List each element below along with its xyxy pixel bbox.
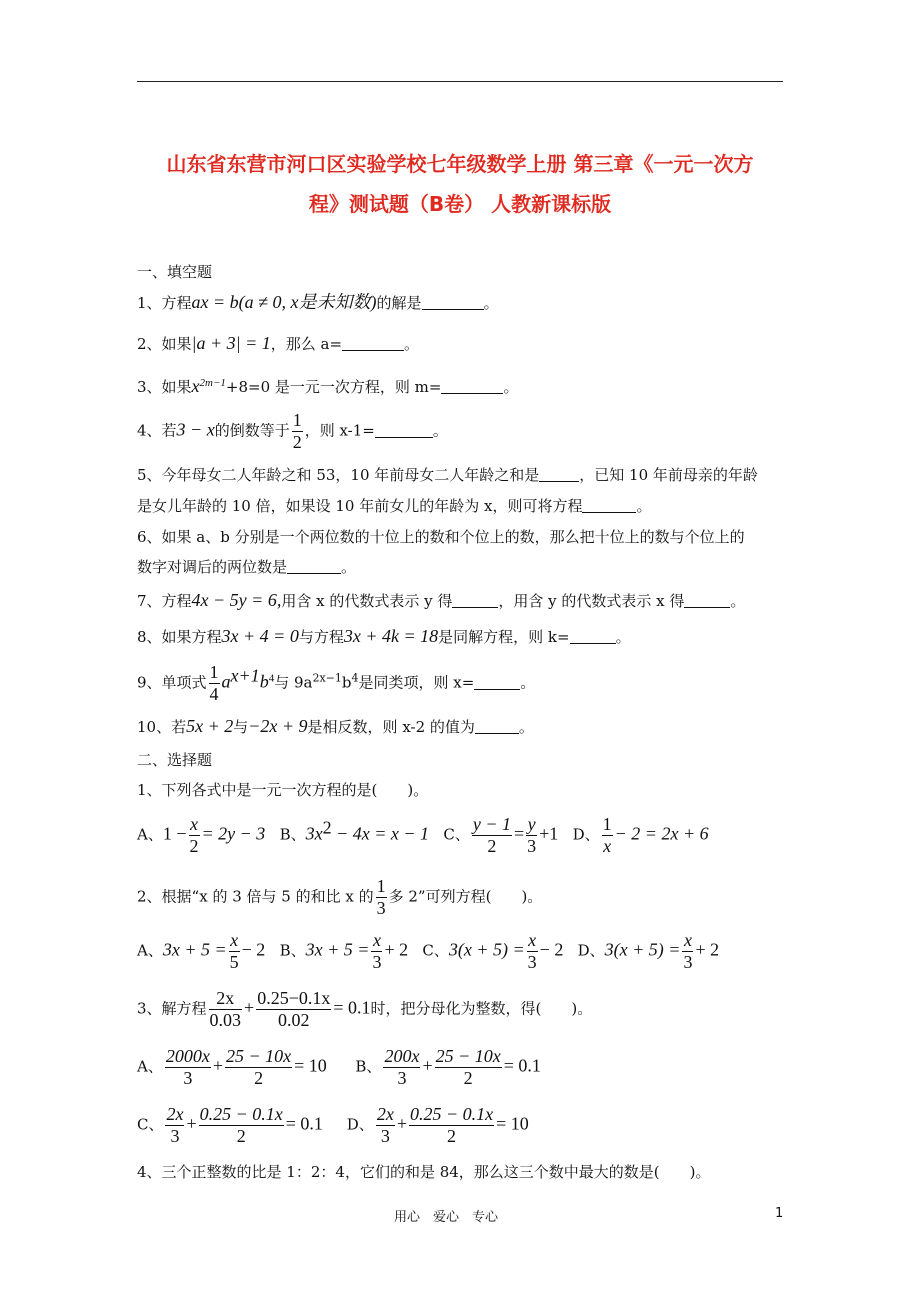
mc3-options-ab: A、 $\frac{2000x}{3}$ + $\frac{25 - 10x}{2}$ = 10 B、 $\frac{200x}{3}$ + $\frac{25 - 10x}{2}$ = 0.1: [137, 1046, 541, 1088]
q9-fill: 9、单项式 $\frac{1}{4}$ $a^{x+1}b^4$与 $9a^{2x-1}b^4$是同类项，则 x= 。: [137, 662, 536, 704]
q10-fill: 10、若5x + 2与−2x + 9是相反数，则 x-2 的值为 。: [137, 716, 534, 736]
q6-line1: 6、如果 a、b 分别是一个两位数的十位上的数和个位上的数，那么把十位上的数与个位上的: [137, 528, 745, 546]
header-rule: [137, 81, 783, 82]
section2-heading: 二、选择题: [137, 751, 213, 769]
mc3-options-cd: C、 $\frac{2x}{3}$ + $\frac{0.25 - 0.1x}{2}$ = 0.1 D、 $\frac{2x}{3}$ + $\frac{0.25 - 0.1x}{2}$ = 10: [137, 1104, 529, 1146]
mc3-stem: 3、解方程 $\frac{2x}{0.03}$ + $\frac{0.25-0.1x}{0.02}$ = 0.1时，把分母化为整数，得( )。: [137, 988, 593, 1030]
mc4-stem: 4、三个正整数的比是 1：2：4，它们的和是 84，那么这三个数中最大的数是( )。: [137, 1163, 711, 1181]
q3-fill: 3、如果$x^{2m-1}+8=0$ 是一元一次方程，则 m= 。: [137, 376, 519, 396]
q5-line2: 是女儿年龄的 10 倍，如果设 10 年前女儿的年龄为 x，则可将方程 。: [137, 497, 652, 515]
doc-title-line1: 山东省东营市河口区实验学校七年级数学上册 第三章《一元一次方: [166, 152, 754, 176]
q8-fill: 8、如果方程3x + 4 = 0与方程3x + 4k = 18是同解方程，则 k= 。: [137, 626, 631, 646]
footer-motto: 用心 爱心 专心: [394, 1210, 499, 1225]
section1-heading: 一、填空题: [137, 263, 213, 281]
q6-line2: 数字对调后的两位数是 。: [137, 558, 357, 576]
mc1-stem: 1、下列各式中是一元一次方程的是( )。: [137, 781, 429, 799]
q1-fill: 1、方程ax = b(a ≠ 0, x是未知数)的解是 。: [137, 292, 499, 312]
mc2-options: A、3x + 5 = $\frac{x}{5}$ − 2 B、3x + 5 = $\frac{x}{3}$ + 2 C、3(x + 5) = $\frac{x}{3}$ − 2 D、3(x + 5) = $\frac{x}{3}$ + 2: [137, 930, 720, 972]
page-number: 1: [775, 1206, 784, 1221]
q7-fill: 7、方程4x − 5y = 6,用含 x 的代数式表示 y 得 ，用含 y 的代数式表示 x 得 。: [137, 590, 746, 610]
mc2-stem: 2、根据“x 的 3 倍与 5 的和比 x 的 $\frac{1}{3}$ 多 2”可列方程( )。: [137, 876, 543, 918]
doc-title-line2: 程》测试题（B卷） 人教新课标版: [308, 192, 612, 216]
q5-line1: 5、今年母女二人年龄之和 53，10 年前母女二人年龄之和是 ，已知 10 年前母亲的年龄: [137, 466, 758, 484]
q2-fill: 2、如果|a + 3| = 1，那么 a= 。: [137, 333, 420, 353]
mc1-options: A、1 − $\frac{x}{2}$ = 2y − 3 B、$3x^2 - 4x = x - 1$ C、 $\frac{y - 1}{2}$ = $\frac{y}{3}$ +1 D、 $\frac{1}{x}$ − 2 = 2x + 6: [137, 814, 709, 856]
q4-fill: 4、若3 − x的倒数等于 $\frac{1}{2}$ ，则 x-1= 。: [137, 410, 448, 452]
